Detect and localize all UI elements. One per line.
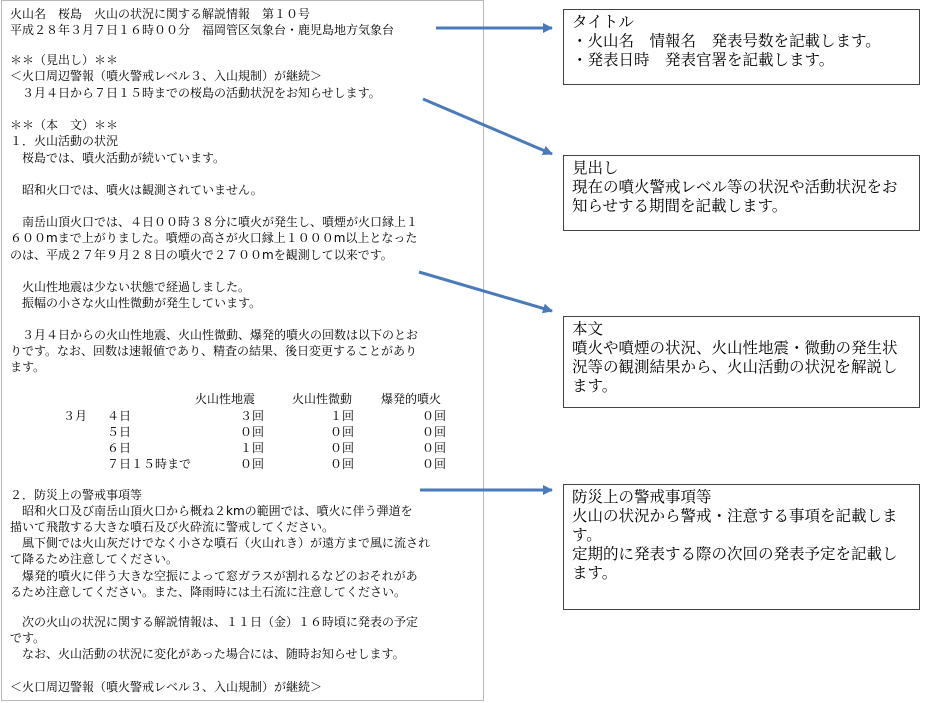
table-cell: ０回 [239,425,264,439]
callout-warnings-head: 防災上の警戒事項等 [572,488,712,506]
document-line: 南岳山頂火口では、４日００時３８分に噴火が発生し、噴煙が火口縁上１ [10,215,419,229]
document-line: ３月４日からの火山性地震、火山性微動、爆発的噴火の回数は以下のとお [10,328,419,342]
document-line: ＜火口周辺警報（噴火警戒レベル３、入山規制）が継続＞ [10,69,323,83]
document-line: 火山名 桜島 火山の状況に関する解説情報 第１０号 [10,7,311,21]
document-line: ３月４日から７日１５時までの桜島の活動状況をお知らせします。 [10,86,381,100]
document-line: りです。なお、回数は速報値であり、精査の結果、後日変更することがあり [10,344,418,358]
callout-body-body: 噴火や噴煙の状況、火山性地震・微動の発生状況等の観測結果から、火山活動の状況を解説します。 [572,339,898,395]
document-line: 平成２８年３月７日１６時００分 福岡管区気象台・鹿児島地方気象台 [10,23,395,37]
callout-heading [563,155,920,231]
document-line: のは、平成２７年９月２８日の噴火で２７００mを観測して以来です。 [10,248,393,262]
table-row-date: ４日 [107,409,132,423]
callout-title-head: タイトル [572,13,634,31]
document-line: 次の火山の状況に関する解説情報は、１１日（金）１６時頃に発表の予定 [10,615,419,629]
document-line: ます。 [10,360,46,374]
callout-heading-body: 現在の噴火警戒レベル等の状況や活動状況をお知らせする期間を記載します。 [572,178,898,215]
document-line: 火山性地震は少ない状態で経過しました。 [10,280,251,294]
table-row-date: ５日 [107,425,132,439]
document-line: ＜火口周辺警報（噴火警戒レベル３、入山規制）が継続＞ [10,680,323,694]
document-line: 桜島では、噴火活動が続いています。 [10,151,226,165]
callout-title [563,9,920,85]
table-cell: １回 [329,409,354,423]
document-line: て降るため注意してください。 [10,552,179,566]
table-cell: ３回 [239,409,264,423]
document-line: 昭和火口では、噴火は観測されていません。 [10,183,263,197]
table-cell: ０回 [421,457,446,471]
table-month: ３月 [63,409,88,423]
table-header: 火山性地震 [195,392,256,406]
document-line: 爆発的噴火に伴う大きな空振によって窓ガラスが割れるなどのおそれがあ [10,569,418,583]
callout-body-head: 本文 [572,320,604,338]
callout-heading-head: 見出し [572,159,619,177]
table-cell: １回 [239,441,264,455]
table-cell: ０回 [329,441,354,455]
callout-body [563,316,920,408]
document-line: 振幅の小さな火山性微動が発生しています。 [10,296,262,310]
callout-warnings [563,484,920,610]
table-cell: ０回 [329,457,354,471]
table-cell: ０回 [421,441,446,455]
callout-warnings-body: 火山の状況から警戒・注意する事項を記載します。 定期的に発表する際の次回の発表予定を記載します。 [572,507,898,582]
arrow-body [419,272,552,311]
arrow-heading [423,99,552,154]
table-cell: ０回 [329,425,354,439]
document-line: １．火山活動の状況 [10,134,119,148]
document-line: なお、火山活動の状況に変化があった場合には、随時お知らせします。 [10,647,405,661]
callout-title-body: ・火山名 情報名 発表号数を記載します。 ・発表日時 発表官署を記載します。 [572,32,881,69]
document-line: ＊＊（見出し）＊＊ [10,53,119,67]
table-cell: ０回 [421,409,446,423]
document-line: ＊＊（本 文）＊＊ [10,118,119,132]
table-cell: ０回 [421,425,446,439]
document-line: るため注意してください。また、降雨時には土石流に注意してください。 [10,585,407,599]
table-row-date: ６日 [107,441,132,455]
document-line: 描いて飛散する大きな噴石及び火砕流に警戒してください。 [10,520,335,534]
document-line: です。 [10,631,46,645]
table-cell: ０回 [239,457,264,471]
table-row-date: ７日１５時まで [107,457,192,471]
document-line: 昭和火口及び南岳山頂火口から概ね２kmの範囲では、噴火に伴う弾道を [10,504,413,518]
table-header: 爆発的噴火 [381,392,442,406]
document-line: 風下側では火山灰だけでなく小さな噴石（火山れき）が遠方まで風に流され [10,536,431,550]
document-line: ２．防災上の警戒事項等 [10,488,143,502]
document-line: ６００mまで上がりました。噴煙の高さが火口縁上１０００m以上となった [10,231,418,245]
table-header: 火山性微動 [292,392,353,406]
